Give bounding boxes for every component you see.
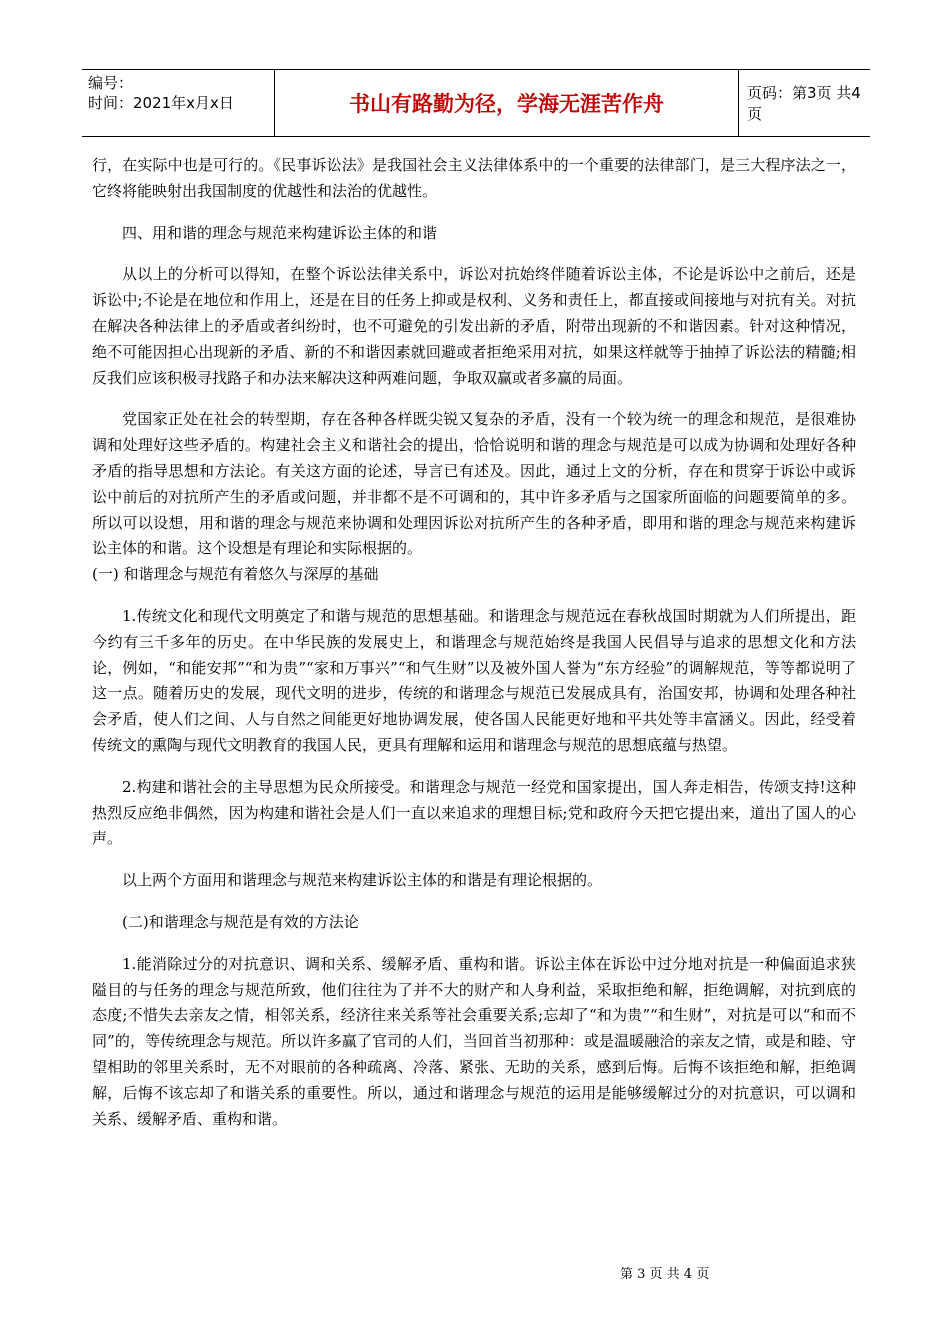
document-date-label: 时间：2021年x月x日	[88, 94, 234, 112]
paragraph: 党国家正处在社会的转型期，存在各种各样既尖锐又复杂的矛盾，没有一个较为统一的理念和规范，是很难协调和处理好这些矛盾的。构建社会主义和谐社会的提出，恰恰说明和谐的理念与规范是可以成为协调和处理好各种矛盾的指导思想和方法论。有关这方面的论述，导言已有述及。因此，通过上文的分析，存在和贯穿于诉讼中或诉讼中前后的对抗所产生的矛盾或问题，并非都不是不可调和的，其中许多矛盾与之国家所面临的问题要简单的多。所以可以设想，用和谐的理念与规范来协调和处理因诉讼对抗所产生的各种矛盾，即用和谐的理念与规范来构建诉讼主体的和谐。这个设想是有理论和实际根据的。	[92, 410, 856, 558]
header-motto: 书山有路勤为径，学海无涯苦作舟	[274, 70, 739, 136]
paragraph: 以上两个方面用和谐理念与规范来构建诉讼主体的和谐是有理论根据的。	[122, 871, 603, 890]
document-body	[92, 153, 856, 1132]
paragraph-continuation: 行，在实际中也是可行的。《民事诉讼法》是我国社会主义法律体系中的一个重要的法律部门，是三大程序法之一，它终将能映射出我国制度的优越性和法治的优越性。	[92, 156, 856, 200]
paragraph: 1.能消除过分的对抗意识、调和关系、缓解矛盾、重构和谐。诉讼主体在诉讼中过分地对抗是一种偏面追求狭隘目的与任务的理念与规范所致，他们往往为了并不大的财产和人身利益，采取拒绝和解，拒绝调解，对抗到底的态度;不惜失去亲友之情，相邻关系，经济往来关系等社会重要关系;忘却了“和为贵”“和生财”，对抗是可以“和而不同”的，等传统理念与规范。所以许多赢了官司的人们，当回首当初那种：或是温暖融洽的亲友之情，或是和睦、守望相助的邻里关系时，无不对眼前的各种疏离、冷落、紧张、无助的关系，感到后悔。后悔不该拒绝和解，拒绝调解，后悔不该忘却了和谐关系的重要性。所以，通过和谐理念与规范的运用是能够缓解过分的对抗意识，可以调和关系、缓解矛盾、重构和谐。	[92, 954, 856, 1128]
document-number-label: 编号：	[88, 74, 134, 92]
paragraph: 2.构建和谐社会的主导思想为民众所接受。和谐理念与规范一经党和国家提出，国人奔走相告，传颂支持!这种热烈反应绝非偶然，因为构建和谐社会是人们一直以来追求的理想目标;党和政府今天把它提出来，道出了国人的心声。	[92, 777, 856, 848]
section-heading-4: 四、用和谐的理念与规范来构建诉讼主体的和谐	[122, 223, 438, 242]
paragraph: 1.传统文化和现代文明奠定了和谐与规范的思想基础。和谐理念与规范远在春秋战国时期就为人们所提出，距今约有三千多年的历史。在中华民族的发展史上，和谐理念与规范始终是我国人民倡导与追求的思想文化和方法论，例如，“和能安邦”“和为贵”“家和万事兴”“和气生财”以及被外国人誉为“东方经验”的调解规范，等等都说明了这一点。随着历史的发展，现代文明的进步，传统的和谐理念与规范已发展成具有，治国安邦，协调和处理各种社会矛盾，使人们之间、人与自然之间能更好地协调发展，使各国人民能更好地和平共处等丰富涵义。因此，经受着传统文的熏陶与现代文明教育的我国人民，更具有理解和运用和谐理念与规范的思想底蕴与热望。	[92, 606, 856, 754]
subsection-heading-1: (一) 和谐理念与规范有着悠久与深厚的基础	[92, 565, 379, 584]
header-page-number: 页码：第3页 共4页	[747, 84, 861, 123]
page-header	[82, 69, 870, 137]
subsection-heading-2: (二)和谐理念与规范是有效的方法论	[122, 912, 359, 931]
paragraph: 从以上的分析可以得知，在整个诉讼法律关系中，诉讼对抗始终伴随着诉讼主体，不论是诉讼中之前后，还是诉讼中;不论是在地位和作用上，还是在目的任务上抑或是权利、义务和责任上，都直接或间接地与对抗有关。对抗在解决各种法律上的矛盾或者纠纷时，也不可避免的引发出新的矛盾，附带出现新的不和谐因素。针对这种情况，绝不可能因担心出现新的矛盾、新的不和谐因素就回避或者拒绝采用对抗，如果这样就等于抽掉了诉讼法的精髓;相反我们应该积极寻找路子和办法来解决这种两难问题，争取双赢或者多赢的局面。	[92, 265, 856, 387]
page-footer: 第 3 页 共 4 页	[620, 1267, 710, 1282]
header-meta	[82, 70, 274, 136]
